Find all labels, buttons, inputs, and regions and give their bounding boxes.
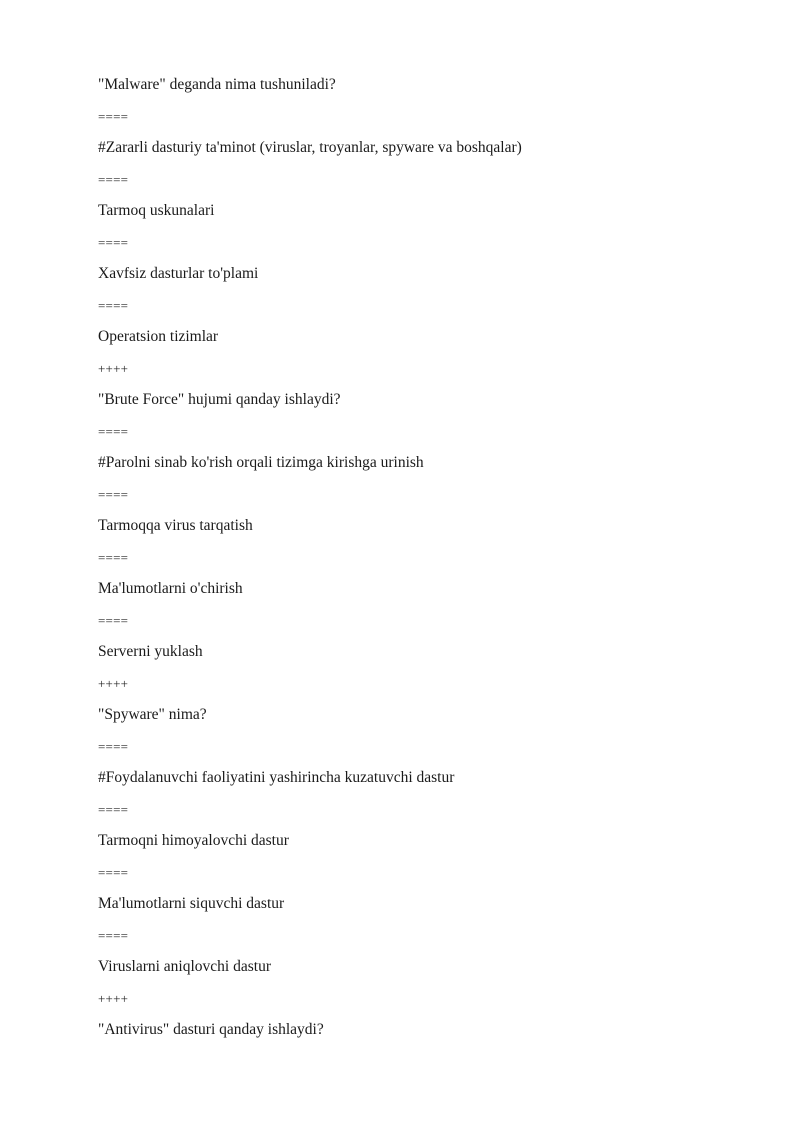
question-separator: ++++ <box>98 990 129 1006</box>
option-separator: ==== <box>98 927 129 943</box>
answer-option: Tarmoqqa virus tarqatish <box>98 517 253 534</box>
option-separator: ==== <box>98 234 129 250</box>
answer-option: Ma'lumotlarni o'chirish <box>98 580 243 597</box>
option-separator: ==== <box>98 549 129 565</box>
question-text: "Antivirus" dasturi qanday ishlaydi? <box>98 1021 324 1038</box>
question-separator: ++++ <box>98 675 129 691</box>
answer-option: Viruslarni aniqlovchi dastur <box>98 958 271 975</box>
question-text: "Malware" deganda nima tushuniladi? <box>98 76 336 93</box>
option-separator: ==== <box>98 486 129 502</box>
question-separator: ++++ <box>98 360 129 376</box>
answer-option: Operatsion tizimlar <box>98 328 219 345</box>
answer-option: #Zararli dasturiy ta'minot (viruslar, troyanlar, spyware va boshqalar) <box>98 139 522 156</box>
question-text: "Brute Force" hujumi qanday ishlaydi? <box>98 391 341 408</box>
option-separator: ==== <box>98 423 129 439</box>
option-separator: ==== <box>98 612 129 628</box>
answer-option: Xavfsiz dasturlar to'plami <box>98 265 259 282</box>
answer-option: #Parolni sinab ko'rish orqali tizimga kirishga urinish <box>98 454 424 471</box>
question-text: "Spyware" nima? <box>98 706 207 723</box>
option-separator: ==== <box>98 864 129 880</box>
option-separator: ==== <box>98 738 129 754</box>
option-separator: ==== <box>98 297 129 313</box>
answer-option: #Foydalanuvchi faoliyatini yashirincha kuzatuvchi dastur <box>98 769 455 786</box>
answer-option: Ma'lumotlarni siquvchi dastur <box>98 895 285 912</box>
option-separator: ==== <box>98 108 129 124</box>
answer-option: Tarmoq uskunalari <box>98 202 215 219</box>
option-separator: ==== <box>98 801 129 817</box>
document-body <box>98 74 738 1051</box>
answer-option: Tarmoqni himoyalovchi dastur <box>98 832 289 849</box>
option-separator: ==== <box>98 171 129 187</box>
answer-option: Serverni yuklash <box>98 643 203 660</box>
